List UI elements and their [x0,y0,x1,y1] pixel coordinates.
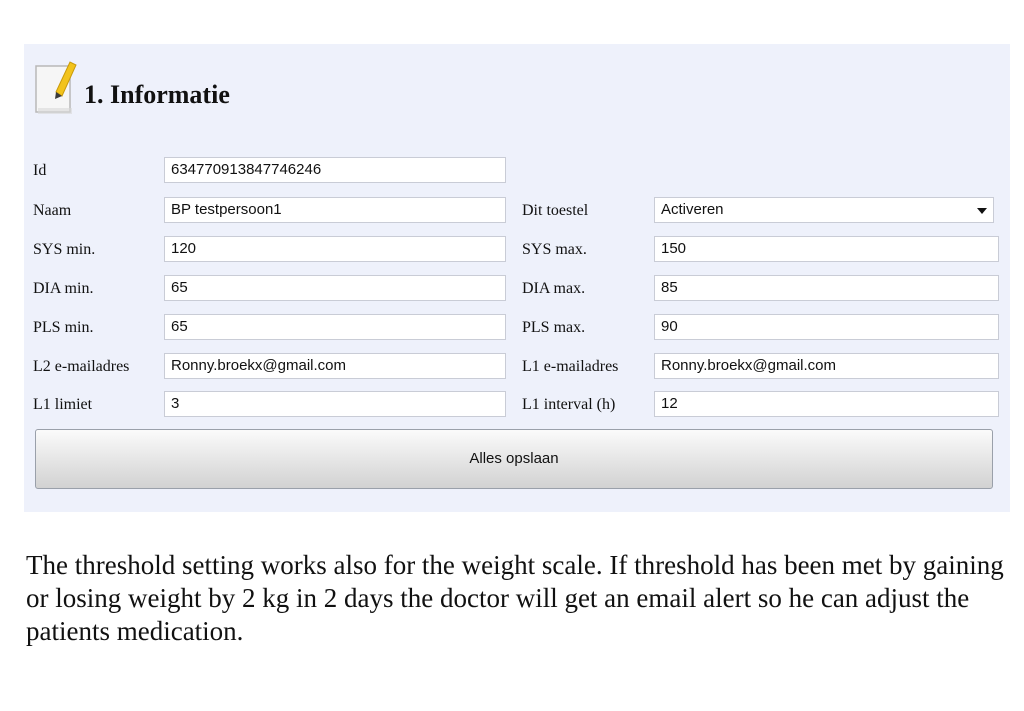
row-id [24,157,1010,185]
chevron-down-icon[interactable] [977,208,987,214]
sys-max-label: SYS max. [522,241,587,258]
dit-toestel-value: Activeren [661,201,724,218]
dia-min-field[interactable]: 65 [164,275,506,301]
sys-min-label: SYS min. [33,241,96,258]
l1-interval-label: L1 interval (h) [522,396,616,413]
document-edit-icon [34,58,76,116]
pls-max-field[interactable]: 90 [654,314,999,340]
row-dia [24,275,1010,303]
naam-field[interactable]: BP testpersoon1 [164,197,506,223]
row-naam [24,197,1010,225]
sys-min-field[interactable]: 120 [164,236,506,262]
dia-max-label: DIA max. [522,280,586,297]
id-field[interactable]: 634770913847746246 [164,157,506,183]
row-sys [24,236,1010,264]
pls-max-label: PLS max. [522,319,586,336]
row-l1 [24,391,1010,419]
l1-limiet-label: L1 limiet [33,396,93,413]
dit-toestel-label: Dit toestel [522,202,589,219]
dia-min-label: DIA min. [33,280,94,297]
dit-toestel-select[interactable] [654,197,994,223]
row-email [24,353,1010,381]
save-all-button[interactable]: Alles opslaan [35,429,993,489]
l1-interval-field[interactable]: 12 [654,391,999,417]
id-label: Id [33,162,47,179]
l1-email-field[interactable]: Ronny.broekx@gmail.com [654,353,999,379]
dia-max-field[interactable]: 85 [654,275,999,301]
l2-email-label: L2 e-mailadres [33,358,130,375]
naam-label: Naam [33,202,72,219]
l2-email-field[interactable]: Ronny.broekx@gmail.com [164,353,506,379]
pls-min-field[interactable]: 65 [164,314,506,340]
l1-limiet-field[interactable]: 3 [164,391,506,417]
l1-email-label: L1 e-mailadres [522,358,619,375]
section-header [34,58,230,116]
information-panel [24,44,1010,512]
sys-max-field[interactable]: 150 [654,236,999,262]
section-title: 1. Informatie [84,80,230,109]
pls-min-label: PLS min. [33,319,94,336]
row-pls [24,314,1010,342]
threshold-note: The threshold setting works also for the weight scale. If threshold has been met by gaining or losing weight by 2 kg in 2 days the doctor will get an email alert so he can adjust the patients medication. [26,550,1004,646]
